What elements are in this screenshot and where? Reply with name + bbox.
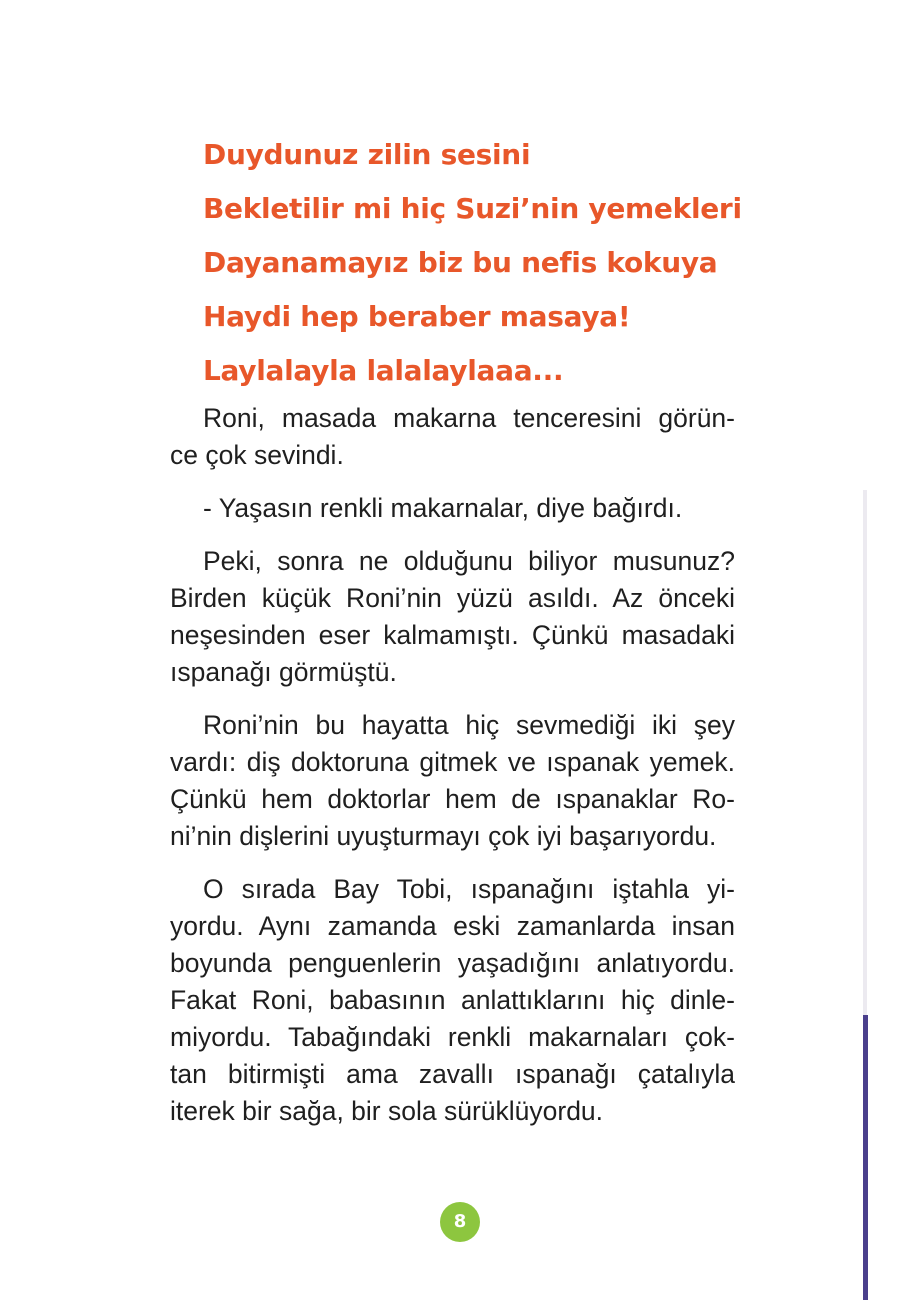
paragraph (170, 871, 735, 1130)
song-line: Haydi hep beraber masaya! (203, 300, 631, 333)
text-line: boyunda penguenlerin yaşadığını anlatıyordu. (170, 948, 735, 978)
song-line: Duydunuz zilin sesini (203, 138, 531, 171)
text-line: iterek bir sağa, bir sola sürüklüyordu. (170, 1096, 604, 1126)
paragraph (170, 490, 735, 527)
text-line: O sırada Bay Tobi, ıspanağını iştahla yi- (203, 874, 735, 904)
paragraph (170, 543, 735, 691)
text-line: Çünkü hem doktorlar hem de ıspanaklar Ro- (170, 784, 735, 814)
paragraph (170, 400, 735, 474)
text-line: Roni, masada makarna tenceresini görün- (203, 403, 735, 433)
text-line: Fakat Roni, babasının anlattıklarını hiç dinle- (170, 985, 735, 1015)
text-line: ce çok sevindi. (170, 440, 344, 470)
text-line: neşesinden eser kalmamıştı. Çünkü masadaki (170, 620, 735, 650)
text-line: ni’nin dişlerini uyuşturmayı çok iyi başarıyordu. (170, 821, 717, 851)
text-line: ıspanağı görmüştü. (170, 657, 397, 687)
text-line: vardı: diş doktoruna gitmek ve ıspanak yemek. (170, 747, 735, 777)
text-line: - Yaşasın renkli makarnalar, diye bağırdı. (203, 493, 683, 523)
cover-edge-strip (863, 1015, 868, 1300)
song-line: Dayanamayız biz bu nefis kokuya (203, 246, 718, 279)
text-line: yordu. Aynı zamanda eski zamanlarda insan (170, 911, 735, 941)
song-line: Laylalayla lalalaylaaa... (203, 354, 564, 387)
page-number-badge: 8 (440, 1202, 480, 1242)
text-line: Peki, sonra ne olduğunu biliyor musunuz? (203, 546, 735, 576)
text-line: Roni’nin bu hayatta hiç sevmediği iki şey (203, 710, 735, 740)
text-line: tan bitirmişti ama zavallı ıspanağı çatalıyla (170, 1059, 735, 1089)
song-lyrics (203, 128, 823, 398)
story-text (170, 400, 735, 1146)
text-line: Birden küçük Roni’nin yüzü asıldı. Az önceki (170, 583, 735, 613)
song-line: Bekletilir mi hiç Suzi’nin yemekleri (203, 192, 742, 225)
text-line: miyordu. Tabağındaki renkli makarnaları çok- (170, 1022, 735, 1052)
paragraph (170, 707, 735, 855)
